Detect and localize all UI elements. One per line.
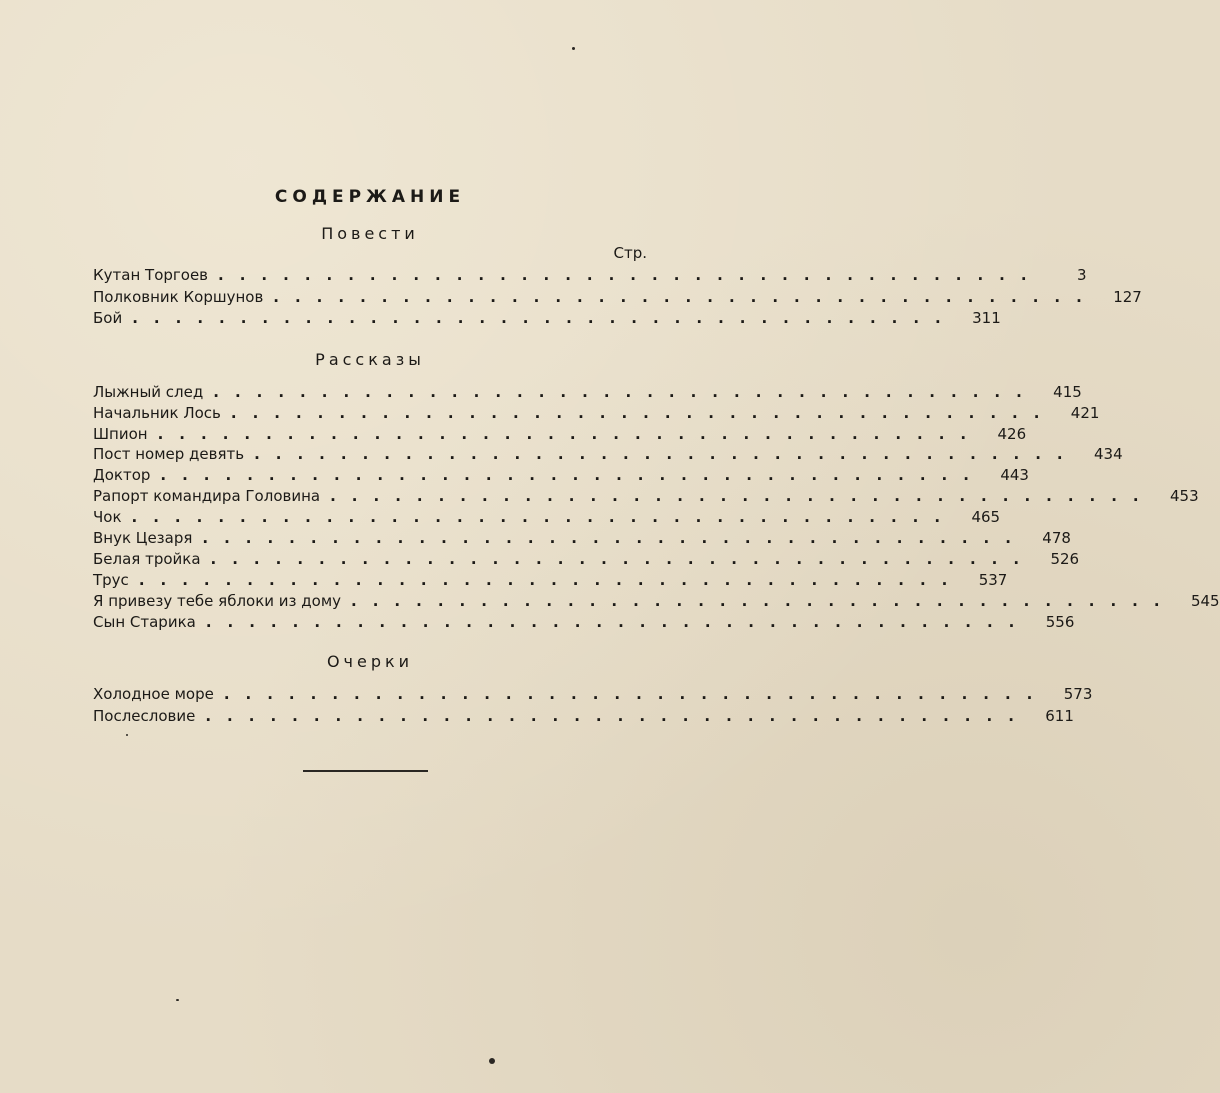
toc-entry[interactable]	[93, 591, 1220, 612]
section-title-rasskazy: Рассказы	[315, 350, 425, 369]
entry-title: Кутан Торгоев	[93, 266, 209, 284]
toc-entry[interactable]	[93, 528, 1071, 549]
dot-leader: ......................................	[218, 266, 1043, 284]
entry-title: Шпион	[93, 425, 148, 443]
dot-leader: ......................................	[351, 592, 1176, 610]
entry-page: 426	[997, 425, 1027, 443]
section-title-ocherki: Очерки	[326, 652, 414, 671]
dot-leader: ......................................	[205, 613, 1031, 631]
entry-page: 556	[1045, 613, 1075, 631]
toc-entry[interactable]	[93, 403, 1100, 424]
entry-page: 434	[1093, 445, 1123, 463]
dot-leader: ......................................	[254, 445, 1079, 463]
paper-speck	[176, 999, 179, 1001]
toc-entry[interactable]	[93, 308, 1001, 329]
entry-title: Полковник Коршунов	[93, 288, 264, 306]
entry-page: 478	[1042, 529, 1071, 547]
entry-page: 611	[1045, 707, 1074, 725]
entry-page: 573	[1063, 685, 1093, 703]
entry-page: 465	[971, 508, 1001, 526]
toc-entry[interactable]	[93, 486, 1199, 507]
entry-title: Пост номер девять	[93, 445, 245, 463]
entry-title: Белая тройка	[93, 550, 201, 568]
entry-title: Внук Цезаря	[93, 529, 193, 547]
toc-entry[interactable]	[93, 507, 1001, 528]
paper-speck	[572, 47, 575, 50]
toc-entry[interactable]	[93, 684, 1093, 705]
dot-leader: ......................................	[138, 571, 964, 589]
paper-speck	[126, 734, 128, 736]
entry-page: 545	[1190, 592, 1220, 610]
dot-leader: ......................................	[132, 309, 957, 327]
toc-entry[interactable]	[93, 465, 1029, 486]
closing-rule	[303, 770, 428, 772]
entry-title: Трус	[93, 571, 129, 589]
dot-leader: ......................................	[223, 685, 1049, 703]
dot-leader: ......................................	[210, 550, 1036, 568]
entry-page: 526	[1050, 550, 1080, 568]
dot-leader: ......................................	[213, 383, 1038, 401]
entry-page: 3	[1077, 266, 1087, 284]
toc-entry[interactable]	[93, 570, 1008, 591]
entry-title: Холодное море	[93, 685, 214, 703]
entry-title: Бой	[93, 309, 123, 327]
toc-entry[interactable]	[93, 424, 1027, 445]
dot-leader: ......................................	[330, 487, 1155, 505]
entry-page: 453	[1170, 487, 1199, 505]
toc-heading: СОДЕРЖАНИЕ	[274, 187, 466, 207]
toc-entry[interactable]	[93, 444, 1123, 465]
dot-leader: ......................................	[157, 425, 983, 443]
dot-leader: ......................................	[273, 288, 1098, 306]
dot-leader: ......................................	[230, 404, 1056, 422]
entry-page: 415	[1053, 383, 1082, 401]
toc-entry[interactable]	[93, 612, 1075, 633]
section-title-povesti: Повести	[321, 224, 419, 243]
entry-title: Послесловие	[93, 707, 196, 725]
dot-leader: ......................................	[202, 529, 1027, 547]
toc-entry[interactable]	[93, 549, 1080, 570]
entry-title: Начальник Лось	[93, 404, 221, 422]
entry-page: 443	[1000, 466, 1029, 484]
paper-speck	[489, 1058, 495, 1064]
page-column-label: Стр.	[613, 244, 647, 262]
toc-entry[interactable]	[93, 382, 1082, 403]
dot-leader: ......................................	[160, 466, 985, 484]
entry-title: Лыжный след	[93, 383, 204, 401]
entry-title: Чок	[93, 508, 122, 526]
toc-entry[interactable]	[93, 265, 1087, 286]
entry-title: Доктор	[93, 466, 151, 484]
entry-page: 537	[978, 571, 1008, 589]
toc-entry[interactable]	[93, 287, 1142, 308]
toc-entry[interactable]	[93, 706, 1074, 727]
entry-title: Рапорт командира Головина	[93, 487, 321, 505]
entry-title: Сын Старика	[93, 613, 196, 631]
dot-leader: ......................................	[131, 508, 957, 526]
dot-leader: ......................................	[205, 707, 1030, 725]
entry-page: 127	[1113, 288, 1142, 306]
entry-page: 311	[972, 309, 1001, 327]
entry-title: Я привезу тебе яблоки из дому	[93, 592, 342, 610]
entry-page: 421	[1070, 404, 1100, 422]
